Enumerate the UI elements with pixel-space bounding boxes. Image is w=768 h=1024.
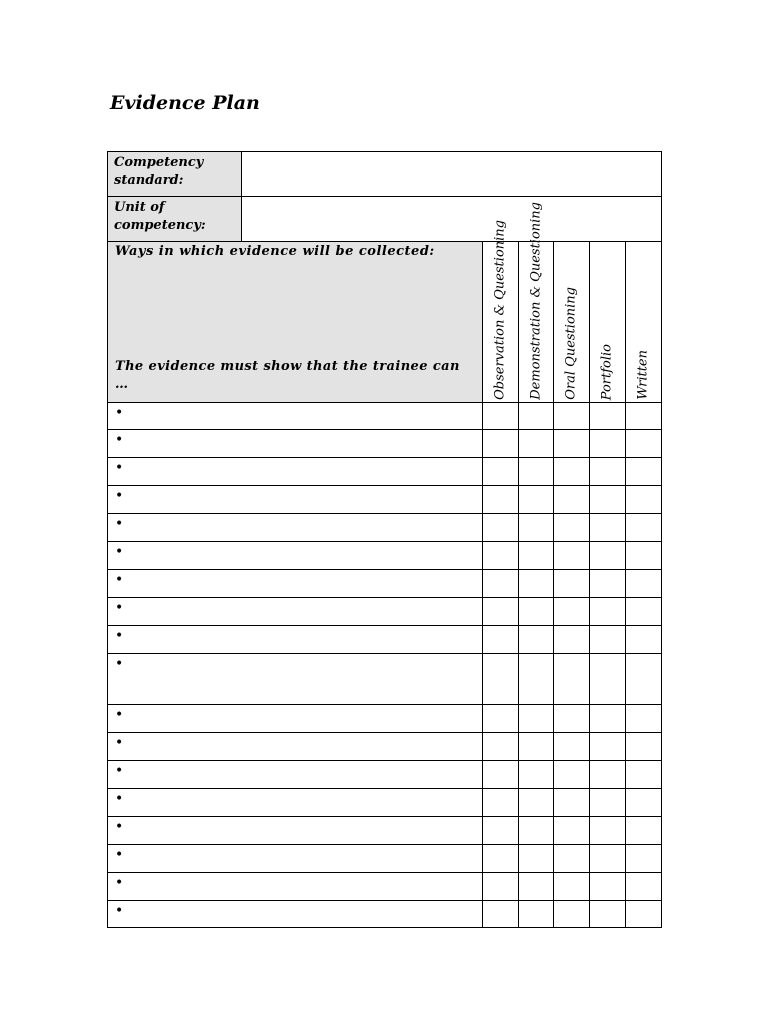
method-check-cell[interactable]: [518, 789, 553, 817]
evidence-item-cell[interactable]: [108, 570, 483, 598]
method-header-observation: [483, 220, 518, 402]
method-check-cell[interactable]: [518, 733, 553, 761]
evidence-item-cell[interactable]: [108, 626, 483, 654]
method-check-cell[interactable]: [589, 570, 625, 598]
evidence-item-cell[interactable]: [108, 817, 483, 845]
method-check-cell[interactable]: [589, 873, 625, 901]
evidence-row: [108, 789, 662, 817]
bullet: •: [115, 707, 124, 723]
evidence-item-cell[interactable]: [108, 514, 483, 542]
evidence-item-cell[interactable]: [108, 654, 483, 705]
method-check-cell[interactable]: [625, 626, 661, 654]
method-check-cell[interactable]: [518, 458, 553, 486]
bullet: •: [115, 432, 124, 448]
trainee-label: The evidence must show that the trainee can …: [115, 359, 460, 392]
evidence-item-cell[interactable]: [108, 542, 483, 570]
method-label: Written: [635, 350, 651, 400]
evidence-row: [108, 626, 662, 654]
evidence-row: [108, 901, 662, 928]
method-label: Observation & Questioning: [492, 220, 508, 400]
evidence-row: [108, 514, 662, 542]
method-check-cell[interactable]: [518, 705, 553, 733]
method-check-cell[interactable]: [589, 789, 625, 817]
method-check-cell[interactable]: [589, 654, 625, 705]
method-check-cell[interactable]: [482, 817, 518, 845]
bullet: •: [115, 516, 124, 532]
method-check-cell[interactable]: [518, 542, 553, 570]
method-label: Demonstration & Questioning: [528, 202, 544, 400]
method-check-cell[interactable]: [589, 626, 625, 654]
method-check-cell[interactable]: [518, 403, 553, 430]
evidence-row: [108, 817, 662, 845]
evidence-row: [108, 458, 662, 486]
bullet: •: [115, 735, 124, 751]
method-check-cell[interactable]: [482, 873, 518, 901]
method-check-cell[interactable]: [625, 570, 661, 598]
evidence-row: [108, 598, 662, 626]
bullet: •: [115, 460, 124, 476]
method-check-cell[interactable]: [589, 705, 625, 733]
method-header-written: [626, 242, 661, 402]
bullet: •: [115, 572, 124, 588]
method-check-cell[interactable]: [482, 403, 518, 430]
evidence-item-cell[interactable]: [108, 733, 483, 761]
method-check-cell[interactable]: [625, 789, 661, 817]
method-check-cell[interactable]: [553, 901, 589, 928]
evidence-row: [108, 570, 662, 598]
evidence-item-cell[interactable]: [108, 598, 483, 626]
method-check-cell[interactable]: [518, 873, 553, 901]
method-check-cell[interactable]: [625, 845, 661, 873]
method-check-cell[interactable]: [482, 430, 518, 458]
bullet: •: [115, 488, 124, 504]
method-check-cell[interactable]: [553, 430, 589, 458]
bullet: •: [115, 544, 124, 560]
evidence-row: [108, 845, 662, 873]
method-check-cell[interactable]: [589, 430, 625, 458]
method-check-cell[interactable]: [553, 514, 589, 542]
method-header-portfolio: [590, 242, 625, 402]
method-check-cell[interactable]: [553, 733, 589, 761]
competency-standard-row: [108, 152, 662, 197]
method-check-cell[interactable]: [482, 654, 518, 705]
method-check-cell[interactable]: [625, 873, 661, 901]
method-label: Portfolio: [599, 343, 615, 400]
method-check-cell[interactable]: [625, 901, 661, 928]
method-check-cell[interactable]: [553, 873, 589, 901]
method-check-cell[interactable]: [553, 789, 589, 817]
method-check-cell[interactable]: [518, 570, 553, 598]
method-check-cell[interactable]: [589, 761, 625, 789]
method-check-cell[interactable]: [625, 598, 661, 626]
method-check-cell[interactable]: [482, 514, 518, 542]
method-check-cell[interactable]: [518, 845, 553, 873]
method-check-cell[interactable]: [553, 626, 589, 654]
method-check-cell[interactable]: [482, 542, 518, 570]
method-check-cell[interactable]: [518, 761, 553, 789]
method-check-cell[interactable]: [482, 845, 518, 873]
method-check-cell[interactable]: [589, 901, 625, 928]
bullet: •: [115, 405, 124, 421]
method-check-cell[interactable]: [518, 598, 553, 626]
method-check-cell[interactable]: [518, 626, 553, 654]
method-check-cell[interactable]: [553, 598, 589, 626]
competency-standard-field[interactable]: [242, 152, 662, 197]
method-check-cell[interactable]: [625, 458, 661, 486]
method-check-cell[interactable]: [625, 705, 661, 733]
evidence-row: [108, 705, 662, 733]
method-check-cell[interactable]: [482, 626, 518, 654]
evidence-item-cell[interactable]: [108, 705, 483, 733]
method-check-cell[interactable]: [553, 845, 589, 873]
evidence-row: [108, 654, 662, 705]
evidence-item-cell[interactable]: [108, 403, 483, 430]
method-check-cell[interactable]: [553, 705, 589, 733]
evidence-row: [108, 430, 662, 458]
evidence-item-cell[interactable]: [108, 430, 483, 458]
method-check-cell[interactable]: [589, 458, 625, 486]
method-check-cell[interactable]: [482, 733, 518, 761]
method-check-cell[interactable]: [482, 570, 518, 598]
method-check-cell[interactable]: [518, 817, 553, 845]
competency-standard-label: Competency standard:: [108, 152, 242, 197]
evidence-collection-header: [108, 242, 483, 403]
evidence-item-cell[interactable]: [108, 901, 483, 928]
method-check-cell[interactable]: [625, 542, 661, 570]
method-check-cell[interactable]: [482, 705, 518, 733]
evidence-row: [108, 873, 662, 901]
method-check-cell[interactable]: [482, 761, 518, 789]
method-check-cell[interactable]: [553, 403, 589, 430]
method-check-cell[interactable]: [553, 458, 589, 486]
method-check-cell[interactable]: [625, 817, 661, 845]
method-header-oral: [554, 242, 589, 402]
unit-of-competency-field[interactable]: [242, 197, 662, 242]
page-title: Evidence Plan: [110, 92, 260, 114]
method-check-cell[interactable]: [553, 761, 589, 789]
method-check-cell[interactable]: [625, 486, 661, 514]
method-check-cell[interactable]: [589, 542, 625, 570]
evidence-item-cell[interactable]: [108, 845, 483, 873]
method-check-cell[interactable]: [482, 458, 518, 486]
method-check-cell[interactable]: [553, 654, 589, 705]
method-check-cell[interactable]: [518, 901, 553, 928]
method-check-cell[interactable]: [553, 486, 589, 514]
evidence-item-cell[interactable]: [108, 458, 483, 486]
method-check-cell[interactable]: [625, 403, 661, 430]
evidence-row: [108, 486, 662, 514]
bullet: •: [115, 847, 124, 863]
bullet: •: [115, 791, 124, 807]
evidence-row: [108, 761, 662, 789]
bullet: •: [115, 600, 124, 616]
evidence-item-cell[interactable]: [108, 789, 483, 817]
bullet: •: [115, 875, 124, 891]
bullet: •: [115, 819, 124, 835]
evidence-item-cell[interactable]: [108, 761, 483, 789]
evidence-item-cell[interactable]: [108, 873, 483, 901]
method-check-cell[interactable]: [589, 817, 625, 845]
method-header-demonstration: [519, 202, 553, 402]
evidence-plan-table: [107, 151, 662, 928]
method-check-cell[interactable]: [518, 514, 553, 542]
method-check-cell[interactable]: [625, 430, 661, 458]
method-check-cell[interactable]: [482, 901, 518, 928]
method-check-cell[interactable]: [482, 598, 518, 626]
bullet: •: [115, 656, 124, 672]
method-check-cell[interactable]: [482, 486, 518, 514]
method-check-cell[interactable]: [518, 486, 553, 514]
evidence-row: [108, 733, 662, 761]
method-check-cell[interactable]: [553, 570, 589, 598]
unit-of-competency-label: Unit of competency:: [108, 197, 242, 242]
method-check-cell[interactable]: [589, 514, 625, 542]
evidence-row: [108, 403, 662, 430]
evidence-header-row: [108, 242, 662, 403]
method-check-cell[interactable]: [553, 542, 589, 570]
bullet: •: [115, 628, 124, 644]
method-check-cell[interactable]: [625, 733, 661, 761]
method-check-cell[interactable]: [518, 654, 553, 705]
method-check-cell[interactable]: [589, 486, 625, 514]
method-check-cell[interactable]: [589, 403, 625, 430]
method-check-cell[interactable]: [589, 845, 625, 873]
evidence-row: [108, 542, 662, 570]
method-check-cell[interactable]: [589, 598, 625, 626]
method-check-cell[interactable]: [518, 430, 553, 458]
unit-of-competency-row: [108, 197, 662, 242]
method-label: Oral Questioning: [563, 287, 579, 400]
ways-label: Ways in which evidence will be collected:: [115, 244, 435, 259]
bullet: •: [115, 903, 124, 919]
evidence-item-cell[interactable]: [108, 486, 483, 514]
method-check-cell[interactable]: [625, 761, 661, 789]
bullet: •: [115, 763, 124, 779]
method-check-cell[interactable]: [589, 733, 625, 761]
method-check-cell[interactable]: [625, 514, 661, 542]
method-check-cell[interactable]: [625, 654, 661, 705]
method-check-cell[interactable]: [553, 817, 589, 845]
method-check-cell[interactable]: [482, 789, 518, 817]
